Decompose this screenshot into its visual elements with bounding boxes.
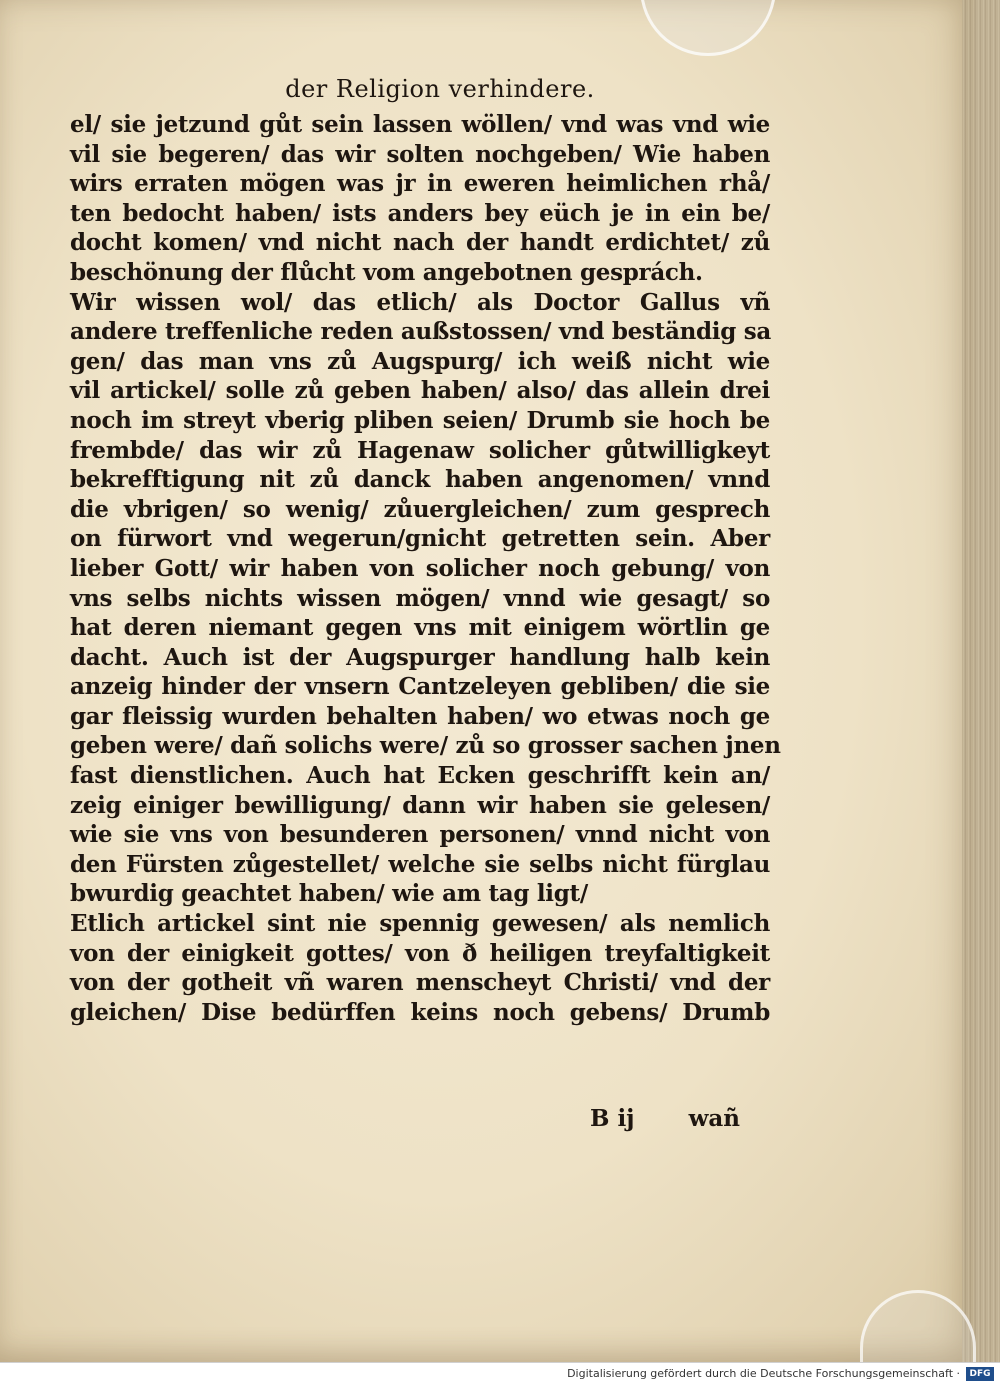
running-head: der Religion verhindere.: [285, 75, 595, 103]
body-text: [70, 110, 781, 1027]
text-line: gleichen/ Dise bedürffen keins noch gebens/ Drumb: [70, 998, 770, 1026]
text-line: fast dienstlichen. Auch hat Ecken geschrifft kein an/: [70, 762, 770, 790]
text-line: geben were/ dañ solichs were/ zů so grosser sachen jnen: [70, 732, 781, 760]
text-line: hat deren niemant gegen vns mit einigem wörtlin ge: [70, 614, 770, 642]
text-line: Wir wissen wol/ das etlich/ als Doctor Gallus vñ: [70, 288, 770, 316]
text-line: vil sie begeren/ das wir solten nochgeben/ Wie haben: [70, 140, 770, 168]
text-line: wie sie vns von besunderen personen/ vnnd nicht von: [70, 821, 770, 849]
text-line: von der gotheit vñ waren menscheyt Christi/ vnd der: [70, 969, 770, 997]
text-line: bwurdig geachtet haben/ wie am tag ligt/: [70, 880, 588, 908]
text-line: noch im streyt vberig pliben seien/ Drumb sie hoch be: [70, 406, 770, 434]
text-line: gar fleissig wurden behalten haben/ wo etwas noch ge: [70, 702, 770, 730]
text-line: zeig einiger bewilligung/ dann wir haben sie gelesen/: [70, 791, 770, 819]
catchword: wañ: [688, 1105, 740, 1132]
text-block: [70, 72, 781, 1027]
text-line: die vbrigen/ so wenig/ zůuergleichen/ zum gesprech: [70, 495, 770, 523]
text-line: vil artickel/ solle zů geben haben/ also/ das allein drei: [70, 377, 770, 405]
footer-credit: Digitalisierung gefördert durch die Deutsche Forschungsgemeinschaft ·: [567, 1367, 960, 1380]
text-line: lieber Gott/ wir haben von solicher noch gebung/ von: [70, 554, 770, 582]
text-line: beschönung der flůcht vom angebotnen gesprách.: [70, 258, 703, 286]
text-line: docht komen/ vnd nicht nach der handt erdichtet/ zů: [70, 229, 770, 257]
text-line: frembde/ das wir zů Hagenaw solicher gůtwilligkeyt: [70, 436, 770, 464]
text-line: wirs erraten mögen was jr in eweren heimlichen rhå/: [70, 170, 770, 198]
text-line: on fürwort vnd wegerun/gnicht getretten sein. Aber: [70, 525, 770, 553]
text-line: dacht. Auch ist der Augspurger handlung halb kein: [70, 643, 770, 671]
text-line: ten bedocht haben/ ists anders bey eüch je in ein be/: [70, 199, 770, 227]
dfg-logo-icon: DFG: [966, 1367, 994, 1381]
text-line: anzeig hinder der vnsern Cantzeleyen gebliben/ die sie: [70, 673, 770, 701]
text-line: bekrefftigung nit zů danck haben angenomen/ vnnd: [70, 466, 770, 494]
footer-bar: [0, 1362, 1000, 1385]
signature-mark: B ij: [590, 1105, 635, 1132]
text-line: Etlich artickel sint nie spennig gewesen/ als nemlich: [70, 910, 770, 938]
text-line: gen/ das man vns zů Augspurg/ ich weiß nicht wie: [70, 347, 770, 375]
text-line: den Fürsten zůgestellet/ welche sie selbs nicht fürglau: [70, 850, 770, 878]
bleed-through-margin: [790, 270, 965, 1170]
text-line: von der einigkeit gottes/ von ð heiligen treyfaltigkeit: [70, 939, 770, 967]
catchword-line: [590, 1105, 740, 1132]
page-stack-edge: [962, 0, 1000, 1362]
text-line: andere treffenliche reden außstossen/ vnd beständig sa: [70, 318, 771, 346]
text-line: vns selbs nichts wissen mögen/ vnnd wie gesagt/ so: [70, 584, 770, 612]
text-line: el/ sie jetzund gůt sein lassen wöllen/ vnd was vnd wie: [70, 111, 770, 138]
